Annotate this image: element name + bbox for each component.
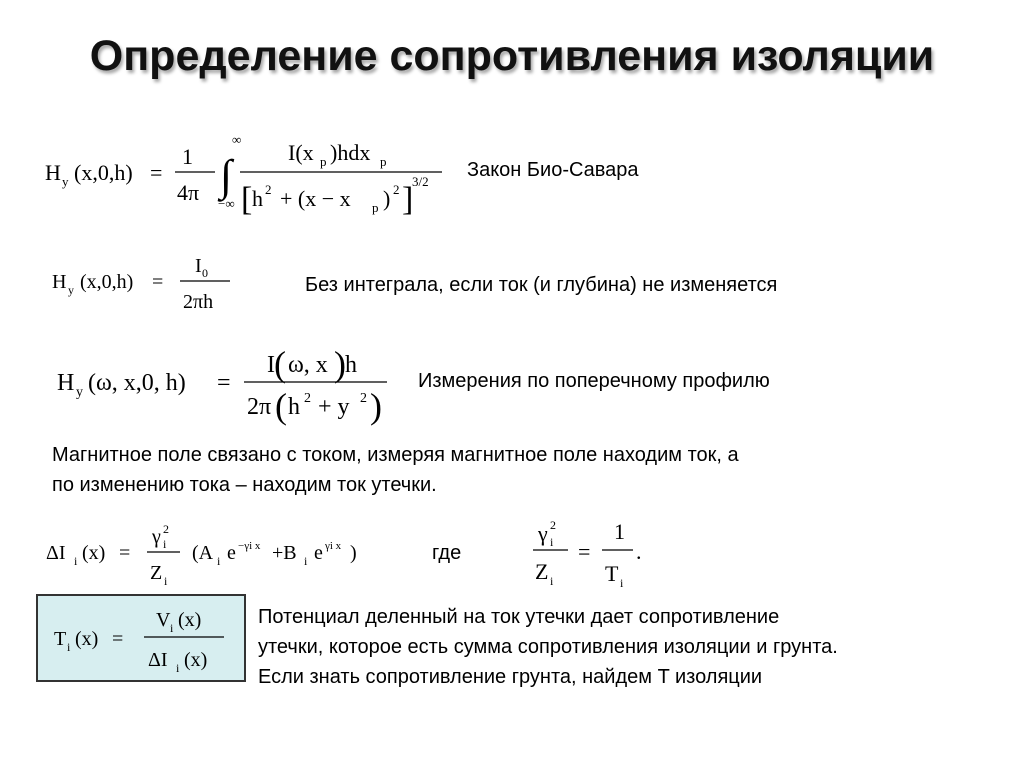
svg-text:V: V	[156, 609, 171, 631]
svg-text:)hdx: )hdx	[330, 140, 371, 165]
svg-text:(x): (x)	[178, 609, 202, 631]
note-transverse: Измерения по поперечному профилю	[418, 370, 770, 392]
svg-text:i: i	[74, 554, 78, 568]
svg-text:y: y	[62, 174, 69, 189]
note-where: где	[432, 542, 462, 564]
svg-text:∞: ∞	[232, 132, 242, 147]
svg-text:1: 1	[614, 519, 625, 544]
svg-text:I(x: I(x	[288, 140, 314, 165]
svg-text:(x): (x)	[184, 649, 208, 671]
svg-text:): )	[383, 186, 391, 211]
svg-text:): )	[350, 542, 357, 564]
svg-text:2: 2	[360, 391, 367, 406]
svg-text:(x): (x)	[82, 542, 106, 564]
svg-text:e: e	[227, 542, 236, 564]
svg-text:H: H	[52, 271, 67, 293]
note-biot-savart: Закон Био-Савара	[467, 159, 639, 181]
svg-text:i: i	[164, 574, 168, 588]
paragraph-line-2: по изменению тока – находим ток утечки.	[52, 474, 437, 496]
svg-text:H: H	[57, 370, 75, 396]
svg-text:e: e	[314, 542, 323, 564]
svg-text:(: (	[275, 386, 287, 426]
svg-text:i: i	[550, 574, 554, 588]
svg-text:(x,0,h): (x,0,h)	[74, 160, 133, 185]
svg-text:i: i	[163, 537, 167, 551]
svg-text:ΔI: ΔI	[148, 649, 168, 671]
svg-text:.: .	[636, 539, 642, 564]
svg-text:i: i	[304, 554, 308, 568]
svg-text:2: 2	[393, 182, 400, 197]
svg-text:p: p	[380, 154, 387, 169]
svg-text:(ω, x,0, h): (ω, x,0, h)	[88, 370, 186, 396]
potential-line-2: утечки, которое есть сумма сопротивления изоляции и грунта.	[258, 636, 838, 658]
svg-text:]: ]	[402, 181, 414, 218]
svg-text:=: =	[119, 542, 131, 564]
svg-text:4π: 4π	[177, 180, 200, 205]
equation-transverse	[52, 338, 392, 434]
note-no-integral: Без интеграла, если ток (и глубина) не изменяется	[305, 274, 778, 296]
svg-text:1: 1	[182, 144, 193, 169]
svg-text:2: 2	[163, 522, 169, 536]
svg-text:): )	[334, 344, 346, 384]
svg-text:=: =	[578, 539, 591, 564]
svg-text:+ y: + y	[318, 394, 350, 420]
svg-text:(A: (A	[192, 542, 214, 564]
svg-text:i: i	[620, 576, 624, 590]
svg-text:): )	[370, 386, 382, 426]
svg-text:y: y	[68, 283, 74, 297]
svg-text:ΔI: ΔI	[46, 542, 66, 564]
svg-text:−∞: −∞	[218, 196, 235, 211]
svg-text:=: =	[217, 370, 231, 396]
svg-text:h: h	[345, 352, 357, 378]
svg-text:y: y	[76, 385, 83, 400]
equation-biot-savart	[40, 128, 460, 234]
svg-text:p: p	[372, 200, 379, 215]
svg-text:(x,0,h): (x,0,h)	[80, 271, 134, 293]
svg-text:∫: ∫	[220, 151, 233, 200]
svg-text:i: i	[217, 554, 221, 568]
svg-text:=: =	[112, 628, 124, 650]
boxed-equation	[36, 594, 246, 682]
svg-text:i: i	[550, 535, 554, 549]
svg-text:γ: γ	[538, 521, 548, 546]
svg-text:(x): (x)	[75, 628, 99, 650]
svg-text:=: =	[152, 271, 164, 293]
svg-text:Z: Z	[150, 562, 163, 584]
svg-text:3/2: 3/2	[412, 174, 429, 189]
svg-text:i: i	[176, 661, 180, 675]
svg-text:2π: 2π	[247, 394, 272, 420]
svg-text:+ (x − x: + (x − x	[280, 186, 351, 211]
svg-text:I: I	[267, 352, 275, 378]
svg-text:i: i	[67, 640, 71, 654]
svg-text:i: i	[170, 621, 174, 635]
svg-text:+B: +B	[272, 542, 297, 564]
svg-text:2πh: 2πh	[183, 291, 214, 313]
svg-text:T: T	[54, 628, 67, 650]
potential-line-3: Если знать сопротивление грунта, найдем T изоляции	[258, 666, 763, 688]
svg-text:ω, x: ω, x	[288, 352, 328, 378]
svg-text:=: =	[150, 160, 163, 185]
svg-text:γi x: γi x	[325, 540, 342, 552]
equation-delta-i	[42, 515, 412, 601]
svg-text:H: H	[45, 160, 61, 185]
svg-text:I: I	[195, 255, 202, 277]
svg-text:γ: γ	[152, 526, 161, 548]
svg-text:p: p	[320, 154, 327, 169]
svg-text:0: 0	[202, 266, 208, 280]
svg-text:Z: Z	[535, 559, 549, 584]
svg-text:2: 2	[550, 518, 556, 532]
svg-text:[: [	[241, 181, 253, 218]
equation-no-integral	[50, 250, 250, 326]
svg-text:−γi x: −γi x	[238, 540, 261, 552]
svg-text:T: T	[605, 561, 619, 586]
svg-text:h: h	[288, 394, 300, 420]
svg-text:2: 2	[265, 182, 272, 197]
equation-gamma-ratio	[530, 505, 660, 601]
svg-text:2: 2	[304, 391, 311, 406]
slide-title: Определение сопротивления изоляции	[89, 32, 935, 80]
svg-text:h: h	[252, 186, 263, 211]
svg-text:(: (	[274, 344, 286, 384]
potential-line-1: Потенциал деленный на ток утечки дает сопротивление	[258, 606, 780, 628]
paragraph-line-1: Магнитное поле связано с током, измеряя магнитное поле находим ток, а	[52, 444, 739, 466]
